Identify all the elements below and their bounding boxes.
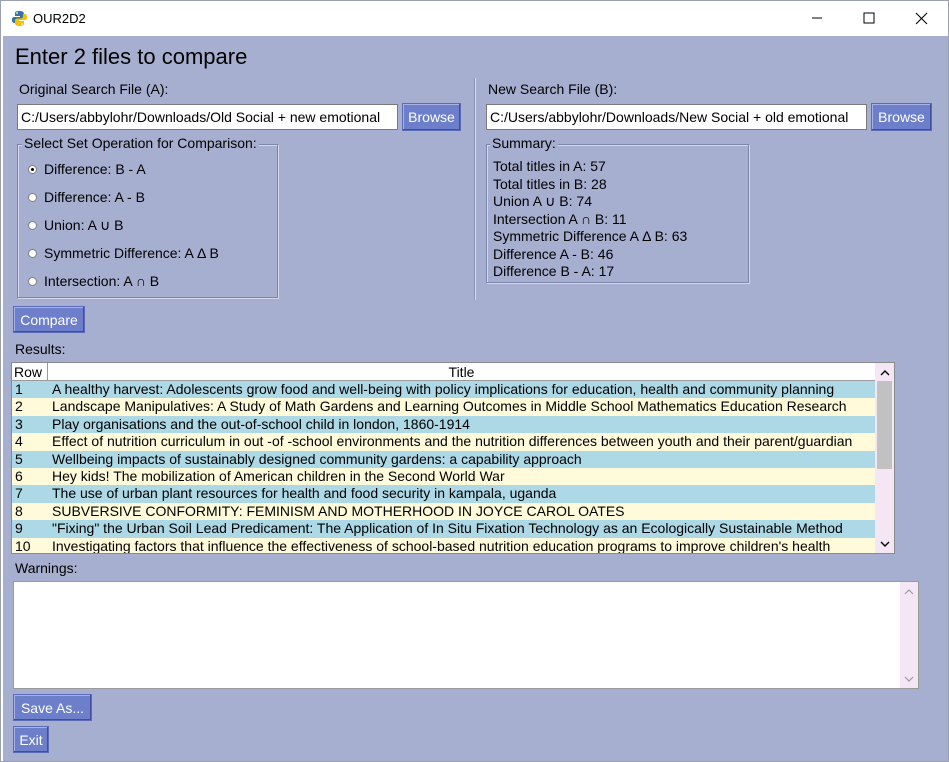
summary-group	[486, 135, 749, 283]
exit-button[interactable]: Exit	[13, 726, 49, 753]
file-b-label: New Search File (B):	[488, 81, 618, 97]
results-table	[11, 362, 895, 554]
title-bar[interactable]	[1, 1, 948, 35]
radio-label: Difference: B - A	[44, 161, 146, 177]
file-a-input[interactable]: C:/Users/abbylohr/Downloads/Old Social + new emotional	[17, 104, 398, 130]
file-b-input[interactable]: C:/Users/abbylohr/Downloads/New Social + old emotional	[486, 104, 867, 130]
row-number-cell: 5	[15, 450, 23, 467]
browse-b-button[interactable]: Browse	[871, 103, 932, 131]
radio-button[interactable]	[28, 193, 37, 202]
summary-difference-b-a: Difference B - A: 17	[493, 263, 615, 279]
title-cell: The use of urban plant resources for health and food security in kampala, uganda	[52, 485, 557, 502]
radio-label: Intersection: A ∩ B	[44, 273, 160, 289]
warnings-textbox[interactable]	[13, 581, 919, 689]
title-cell: Landscape Manipulatives: A Study of Math Gardens and Learning Outcomes in Middle School Mathematics Education Research	[52, 398, 847, 415]
table-row[interactable]	[12, 485, 875, 502]
scroll-down-button[interactable]	[900, 670, 918, 688]
radio-difference-a-b[interactable]	[28, 187, 145, 207]
radio-button[interactable]	[28, 249, 37, 258]
minimize-icon	[811, 12, 823, 24]
title-cell: "Fixing" the Urban Soil Lead Predicament: The Application of In Situ Fixation Technology as an Ecologically Sustainable Method	[52, 520, 843, 537]
table-row[interactable]	[12, 520, 875, 537]
summary-symmetric-difference: Symmetric Difference A Δ B: 63	[493, 228, 688, 244]
summary-total-b: Total titles in B: 28	[493, 175, 607, 192]
scroll-thumb[interactable]	[877, 381, 892, 469]
table-row[interactable]	[12, 503, 875, 520]
summary-total-a: Total titles in A: 57	[493, 158, 606, 174]
page-title: Enter 2 files to compare	[15, 44, 248, 69]
table-header	[12, 363, 875, 381]
operation-group	[17, 135, 278, 298]
warnings-scrollbar[interactable]	[900, 582, 918, 688]
summary-intersection: Intersection A ∩ B: 11	[493, 210, 627, 227]
chevron-down-icon	[904, 676, 914, 683]
summary-label: Summary:	[492, 135, 556, 151]
radio-button[interactable]	[28, 277, 37, 286]
scroll-up-button[interactable]	[875, 363, 894, 381]
row-number-cell: 4	[15, 433, 23, 450]
column-header-title[interactable]: Title	[448, 364, 475, 380]
maximize-icon	[863, 12, 875, 24]
results-label: Results:	[15, 341, 66, 357]
operation-group-label: Select Set Operation for Comparison:	[24, 135, 257, 151]
row-number-cell: 7	[15, 485, 23, 502]
column-header-row[interactable]: Row	[14, 363, 48, 381]
table-row[interactable]	[12, 398, 875, 415]
summary-difference-a-b: Difference A - B: 46	[493, 245, 614, 262]
title-cell: A healthy harvest: Adolescents grow food and well-being with policy implications for education, health and community planning	[52, 381, 835, 397]
minimize-button[interactable]	[790, 1, 844, 35]
close-button[interactable]	[894, 1, 948, 35]
title-cell: Hey kids! The mobilization of American children in the Second World War	[52, 468, 505, 484]
row-number-cell: 8	[15, 502, 23, 519]
maximize-button[interactable]	[842, 1, 896, 35]
radio-button[interactable]	[28, 221, 37, 230]
title-cell: Play organisations and the out-of-school child in london, 1860-1914	[52, 415, 470, 432]
window-title: OUR2D2	[33, 11, 86, 26]
scroll-up-button[interactable]	[900, 582, 918, 600]
browse-a-button[interactable]: Browse	[402, 103, 461, 131]
table-row[interactable]	[12, 381, 875, 398]
table-body	[12, 381, 875, 554]
warnings-label: Warnings:	[15, 560, 78, 576]
main-panel	[3, 36, 948, 761]
radio-label: Difference: A - B	[44, 189, 145, 205]
python-logo-icon	[11, 10, 28, 27]
table-row[interactable]	[12, 451, 875, 468]
summary-union: Union A ∪ B: 74	[493, 193, 592, 209]
table-row[interactable]	[12, 468, 875, 485]
row-number-cell: 6	[15, 468, 23, 484]
close-icon	[915, 12, 928, 25]
chevron-down-icon	[880, 541, 890, 548]
chevron-up-icon	[880, 369, 890, 376]
radio-union[interactable]	[28, 215, 124, 235]
title-cell: Wellbeing impacts of sustainably designed community gardens: a capability approach	[52, 450, 582, 467]
file-a-label: Original Search File (A):	[19, 81, 169, 97]
row-number-cell: 2	[15, 398, 23, 415]
radio-label: Symmetric Difference: A Δ B	[44, 245, 219, 261]
radio-difference-b-a[interactable]	[28, 159, 146, 179]
radio-symmetric-difference[interactable]	[28, 243, 219, 263]
radio-intersection[interactable]	[28, 271, 159, 291]
row-number-cell: 10	[15, 537, 31, 554]
column-divider	[474, 78, 476, 300]
row-number-cell: 3	[15, 415, 23, 432]
row-number-cell: 1	[15, 381, 23, 397]
row-number-cell: 9	[15, 520, 23, 537]
scroll-down-button[interactable]	[875, 535, 894, 553]
save-as-button[interactable]: Save As...	[13, 694, 92, 721]
title-cell: Investigating factors that influence the effectiveness of school-based nutrition education programs to improve children's health	[52, 537, 831, 554]
table-row[interactable]	[12, 538, 875, 554]
table-row[interactable]	[12, 416, 875, 433]
title-cell: Effect of nutrition curriculum in out -of -school environments and the nutrition differences between youth and their parent/guardian	[52, 433, 853, 450]
title-cell: SUBVERSIVE CONFORMITY: FEMINISM AND MOTHERHOOD IN JOYCE CAROL OATES	[52, 502, 625, 519]
radio-label: Union: A ∪ B	[44, 216, 124, 233]
compare-button[interactable]: Compare	[13, 306, 85, 333]
radio-button[interactable]	[28, 165, 37, 174]
chevron-up-icon	[904, 588, 914, 595]
results-scrollbar[interactable]	[875, 363, 894, 553]
table-row[interactable]	[12, 433, 875, 450]
